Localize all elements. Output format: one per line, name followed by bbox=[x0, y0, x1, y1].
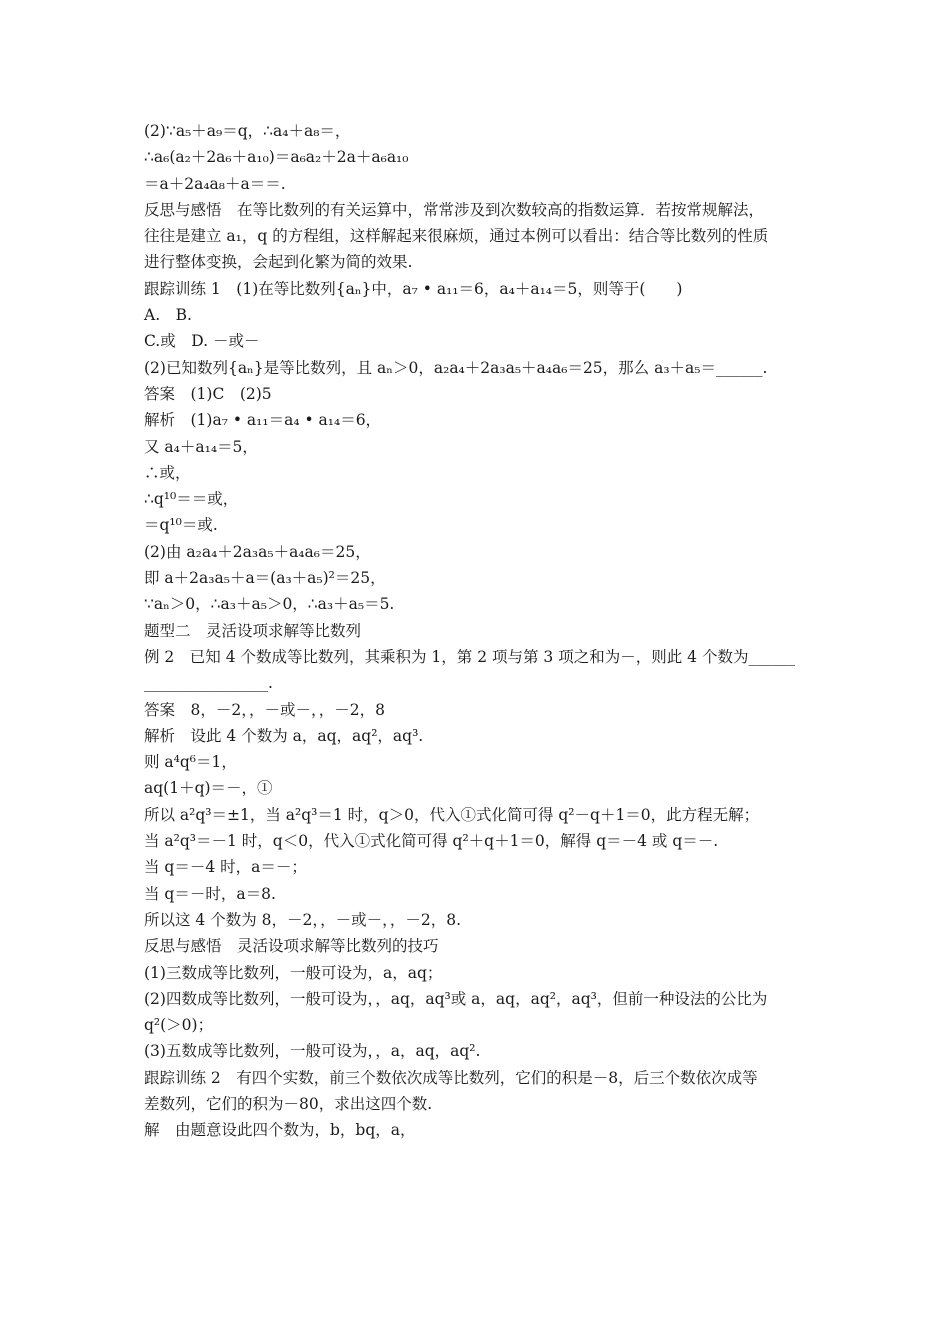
text-line: C.或 D. －或－ bbox=[144, 332, 260, 351]
text-line: 所以这 4 个数为 8，－2，，－或－，，－2，8. bbox=[144, 910, 462, 929]
text-line: aq(1＋q)＝－，① bbox=[144, 779, 273, 798]
text-line: ________________. bbox=[144, 674, 273, 693]
text-line: (2)∵a₅＋a₉＝q，∴a₄＋a₈＝， bbox=[144, 122, 351, 140]
text-line: 反思与感悟 灵活设项求解等比数列的技巧 bbox=[144, 937, 439, 956]
text-line: 所以 a²q³＝±1，当 a²q³＝1 时，q＞0，代入①式化简可得 q²－q＋1＝0，此方程无解； bbox=[144, 805, 760, 824]
text-line: 当 q＝－时，a＝8. bbox=[144, 884, 276, 903]
text-line: 即 a＋2a₃a₅＋a＝(a₃＋a₅)²＝25， bbox=[144, 569, 386, 588]
text-line: 解 由题意设此四个数为，b，bq，a， bbox=[144, 1121, 416, 1140]
text-line: 进行整体变换，会起到化繁为简的效果. bbox=[144, 253, 413, 272]
text-line: 跟踪训练 2 有四个实数，前三个数依次成等比数列，它们的积是－8，后三个数依次成等 bbox=[144, 1068, 758, 1087]
text-line: 例 2 已知 4 个数成等比数列，其乘积为 1，第 2 项与第 3 项之和为－，则此 4 个数为______ bbox=[144, 647, 795, 666]
text-line: 往往是建立 a₁，q 的方程组，这样解起来很麻烦，通过本例可以看出：结合等比数列的性质 bbox=[144, 227, 769, 246]
text-line: 解析 (1)a₇ • a₁₁＝a₄ • a₁₄＝6， bbox=[144, 411, 382, 430]
text-line: 答案 (1)C (2)5 bbox=[144, 384, 272, 403]
text-line: (2)由 a₂a₄＋2a₃a₅＋a₄a₆＝25， bbox=[144, 542, 371, 561]
text-line: 题型二 灵活设项求解等比数列 bbox=[144, 621, 362, 640]
text-line: ∵aₙ＞0，∴a₃＋a₅＞0，∴a₃＋a₅＝5. bbox=[144, 595, 395, 614]
text-line: 当 a²q³＝－1 时，q＜0，代入①式化简可得 q²＋q＋1＝0，解得 q＝－4 或 q＝－. bbox=[144, 832, 719, 851]
text-line: ＝a＋2a₄a₈＋a＝＝. bbox=[144, 174, 286, 193]
text-line: 当 q＝－4 时，a＝－； bbox=[144, 858, 307, 877]
text-line: q²(＞0)； bbox=[144, 1016, 214, 1035]
text-line: ∴q¹⁰＝＝或， bbox=[144, 490, 239, 509]
text-line: 差数列，它们的积为－80，求出这四个数. bbox=[144, 1094, 433, 1113]
text-line: A. B. bbox=[144, 306, 192, 325]
text-line: 跟踪训练 1 (1)在等比数列{aₙ}中，a₇ • a₁₁＝6，a₄＋a₁₄＝5，则等于( ) bbox=[144, 279, 683, 298]
text-line: 答案 8，－2，，－或－，，－2，8 bbox=[144, 700, 385, 719]
text-line: ＝q¹⁰＝或. bbox=[144, 516, 218, 535]
text-line: (2)四数成等比数列，一般可设为，，aq，aq³或 a，aq，aq²，aq³，但前一种设法的公比为 bbox=[144, 989, 768, 1008]
text-line: 则 a⁴q⁶＝1， bbox=[144, 753, 237, 772]
text-line: ∴或， bbox=[144, 463, 191, 482]
text-line: ∴a₆(a₂＋2a₆＋a₁₀)＝a₆a₂＋2a＋a₆a₁₀ bbox=[144, 148, 409, 167]
text-line: (3)五数成等比数列，一般可设为，，a，aq，aq². bbox=[144, 1042, 481, 1061]
text-line: (1)三数成等比数列，一般可设为，a，aq； bbox=[144, 963, 443, 982]
document-page bbox=[144, 118, 824, 1144]
text-line: 反思与感悟 在等比数列的有关运算中，常常涉及到次数较高的指数运算．若按常规解法， bbox=[144, 200, 765, 219]
text-line: 解析 设此 4 个数为 a，aq，aq²，aq³. bbox=[144, 726, 424, 745]
text-line: 又 a₄＋a₁₄＝5， bbox=[144, 437, 258, 456]
text-line: (2)已知数列{aₙ}是等比数列，且 aₙ＞0，a₂a₄＋2a₃a₅＋a₄a₆＝25，那么 a₃＋a₅＝______. bbox=[144, 358, 768, 377]
